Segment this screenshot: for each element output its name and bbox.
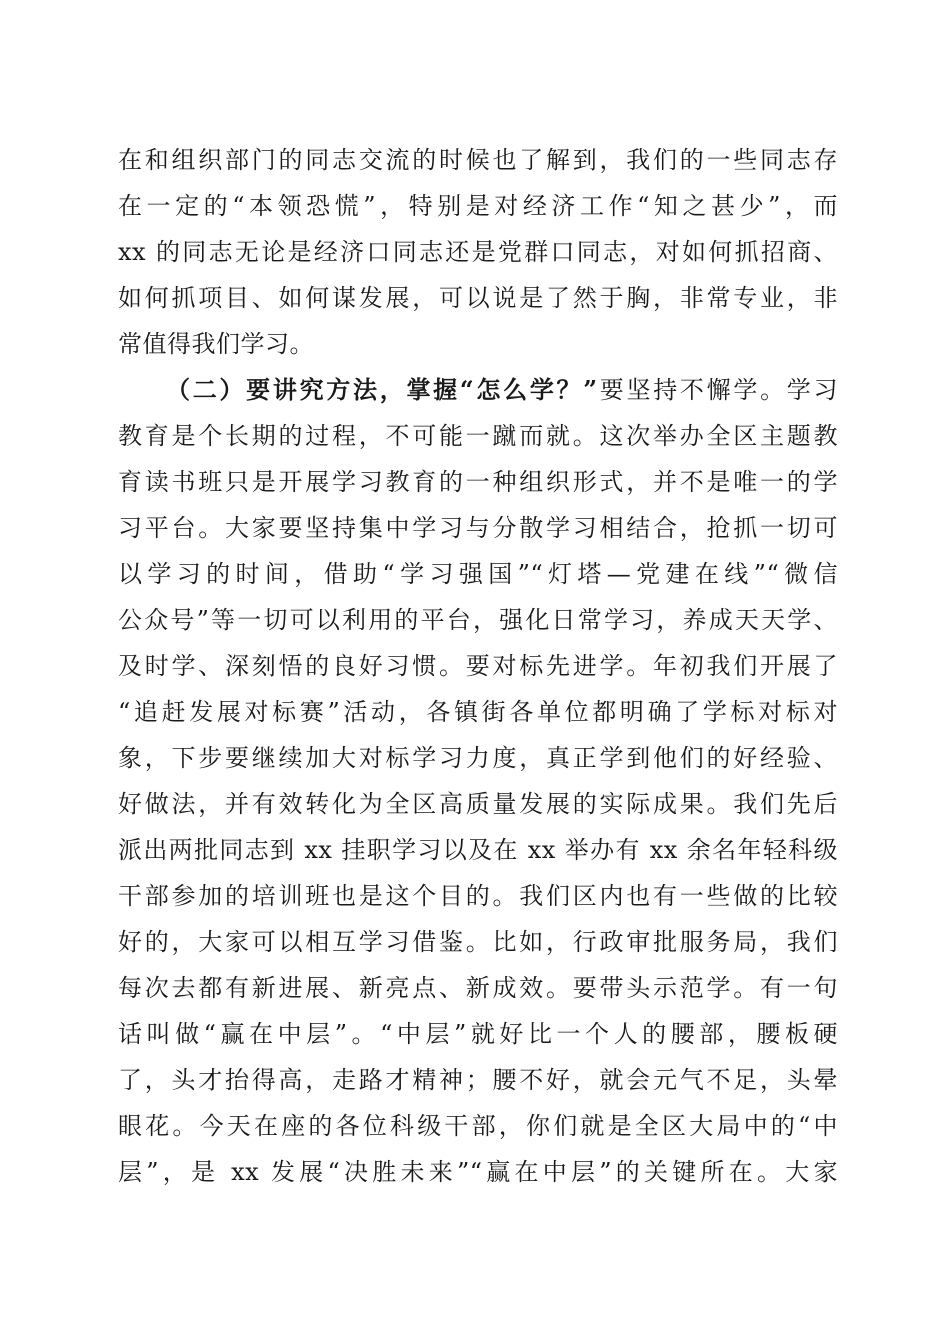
text-line: 在一定的“本领恐慌”，特别是对经济工作“知之甚少”，而 [118, 192, 838, 220]
text-line: “追赶发展对标赛”活动，各镇街各单位都明确了学标对标对 [118, 698, 838, 726]
text-line: 了，头才抬得高，走路才精神；腰不好，就会元气不足，头晕 [118, 1066, 838, 1094]
text-line: 好的，大家可以相互学习借鉴。比如，行政审批服务局，我们 [118, 928, 838, 956]
text-line: 公众号”等一切可以利用的平台，强化日常学习，养成天天学、 [118, 606, 838, 634]
text-line: 如何抓项目、如何谋发展，可以说是了然于胸，非常专业，非 [118, 284, 838, 312]
text-line: 派出两批同志到 xx 挂职学习以及在 xx 举办有 xx 余名年轻科级 [118, 836, 838, 864]
text-line: 教育是个长期的过程，不可能一蹴而就。这次举办全区主题教 [118, 422, 838, 450]
text-line: 以学习的时间，借助“学习强国”“灯塔—党建在线”“微信 [118, 560, 838, 588]
text-line: 习平台。大家要坚持集中学习与分散学习相结合，抢抓一切可 [118, 514, 838, 542]
section-heading-line [166, 370, 838, 410]
text-line: 象，下步要继续加大对标学习力度，真正学到他们的好经验、 [118, 744, 838, 772]
text-line-tail: 要坚持不懈学。学习 [597, 376, 839, 404]
text-line: 话叫做“赢在中层”。“中层”就好比一个人的腰部，腰板硬 [118, 1020, 838, 1048]
text-line: 每次去都有新进展、新亮点、新成效。要带头示范学。有一句 [118, 974, 838, 1002]
text-line: xx 的同志无论是经济口同志还是党群口同志，对如何抓招商、 [118, 238, 838, 266]
section-heading: （二）要讲究方法，掌握“怎么学？” [166, 375, 598, 404]
text-line: 眼花。今天在座的各位科级干部，你们就是全区大局中的“中 [118, 1112, 838, 1140]
text-line: 好做法，并有效转化为全区高质量发展的实际成果。我们先后 [118, 790, 838, 818]
text-line: 层”，是 xx 发展“决胜未来”“赢在中层”的关键所在。大家 [118, 1158, 838, 1186]
text-line: 在和组织部门的同志交流的时候也了解到，我们的一些同志存 [118, 146, 838, 174]
text-line: 常值得我们学习。 [118, 330, 314, 358]
text-line: 干部参加的培训班也是这个目的。我们区内也有一些做的比较 [118, 882, 838, 910]
text-line: 及时学、深刻悟的良好习惯。要对标先进学。年初我们开展了 [118, 652, 838, 680]
text-line: 育读书班只是开展学习教育的一种组织形式，并不是唯一的学 [118, 468, 838, 496]
